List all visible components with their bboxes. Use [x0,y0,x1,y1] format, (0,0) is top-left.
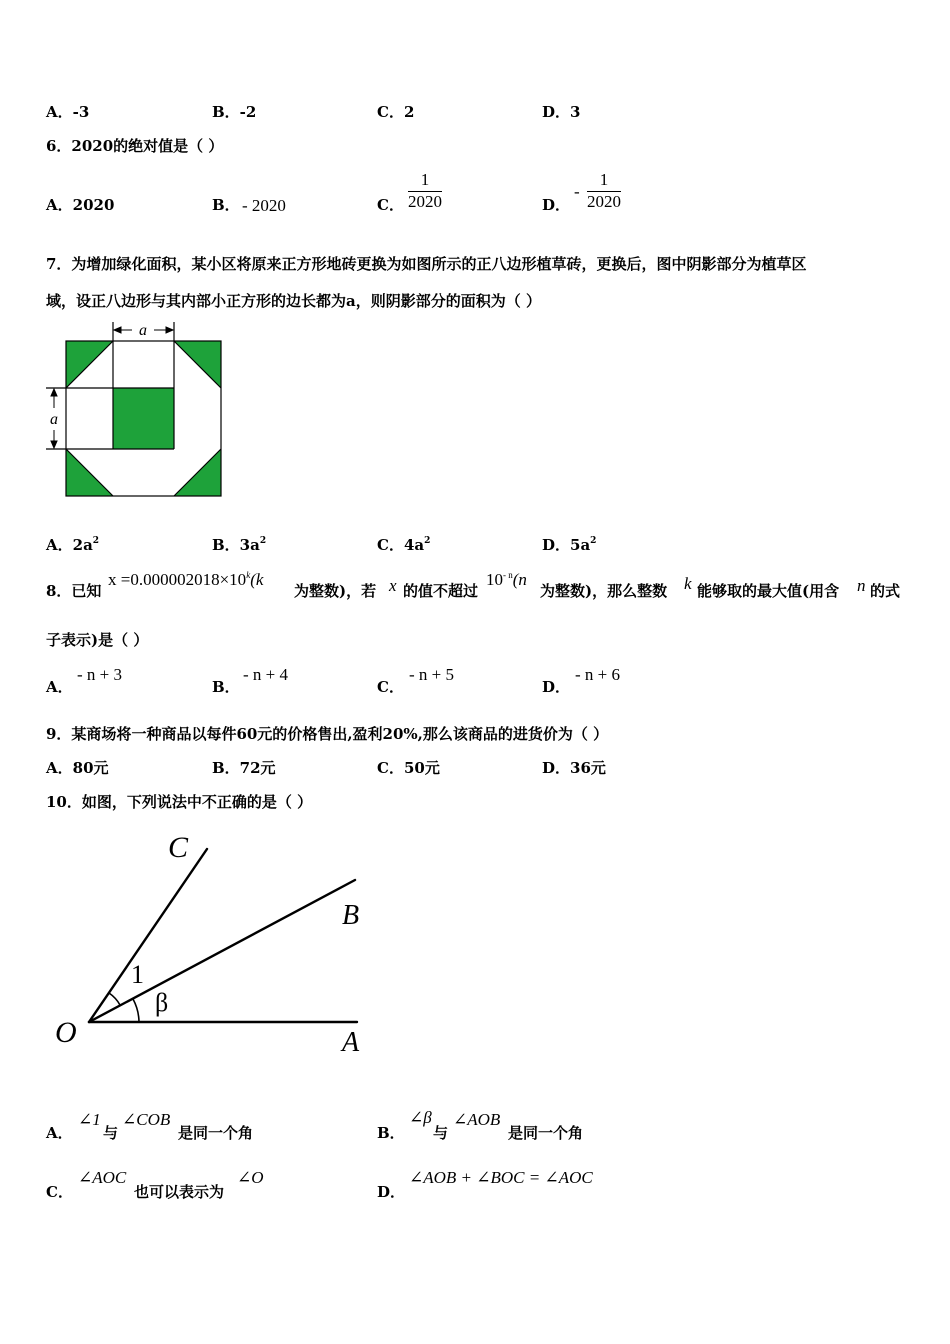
q6-option-d-fraction [587,171,621,211]
option-label: A．2a [46,536,93,554]
q9-option-c: C．50元 [377,759,440,777]
base: 10 [486,570,503,589]
q6-option-d-sign: - [574,182,580,201]
q8-option-d-expr: - n + 6 [575,665,620,684]
label-c: C [168,831,189,864]
q10-stem: 10．如图，下列说法中不正确的是（ ） [46,793,313,811]
tail: (k [250,570,264,589]
q10-option-a-math2: ∠COB [122,1110,171,1129]
q8-text-1: 8．已知 [46,582,102,600]
q6-option-c-label: C． [377,196,404,214]
q10-option-a-label: A． [46,1124,73,1142]
fraction-denominator: 2020 [408,192,442,211]
q10-option-d-math: ∠AOB + ∠BOC = ∠AOC [409,1168,593,1187]
q10-option-d-label: D． [377,1183,406,1201]
arc-angle-beta [133,999,139,1022]
q8-math-power [486,570,527,590]
q6-option-d-label: D． [542,196,571,214]
q5-option-c: C．2 [377,103,415,121]
q10-option-a-math1: ∠1 [78,1110,101,1129]
q10-option-c-text1: 也可以表示为 [134,1183,225,1201]
q7-octagon-figure [40,318,240,508]
q8-text-2: 为整数)，若 [294,582,377,600]
q5-option-b: B．-2 [212,103,257,121]
ray-ob [89,880,355,1022]
q10-option-c-math1: ∠AOC [78,1168,127,1187]
exponent: - n [503,570,513,580]
exponent: 2 [590,536,597,546]
q9-option-a: A．80元 [46,759,109,777]
q8-math-x: x [389,576,397,595]
q8-text-6: 的式 [870,582,901,600]
tail: (n [512,570,527,589]
q10-option-c-label: C． [46,1183,73,1201]
q7-option-b [212,536,266,554]
q10-angle-figure [45,825,375,1065]
label-a: A [342,1027,360,1058]
q9-option-b: B．72元 [212,759,276,777]
q8-text-3: 的值不超过 [403,582,479,600]
q8-option-a-expr: - n + 3 [77,665,122,684]
q7-stem-line1: 7．为增加绿化面积，某小区将原来正方形地砖更换为如图所示的正八边形植草砖，更换后，图中阴影部分为植草区 [46,255,807,273]
q10-option-a-text2: 是同一个角 [178,1124,254,1142]
q5-option-a: A．-3 [46,103,90,121]
q8-option-a-label: A． [46,678,73,696]
q10-option-b-label: B． [377,1124,405,1142]
q10-option-b-text2: 是同一个角 [508,1124,584,1142]
q7-option-d [542,536,596,554]
label-o: O [55,1016,77,1049]
q8-option-c-expr: - n + 5 [409,665,454,684]
q8-option-d-label: D． [542,678,571,696]
q8-math-x-expression [108,570,263,590]
q10-option-a-text1: 与 [103,1124,119,1142]
fraction-numerator: 1 [408,171,442,192]
q6-option-b-label: B． [212,196,240,214]
option-label: B．3a [212,536,260,554]
q8-stem-line2: 子表示)是（ ） [46,631,149,649]
q7-stem-line2: 域，设正八边形与其内部小正方形的边长都为a，则阴影部分的面积为（ ） [46,292,541,310]
q6-option-a: A．2020 [46,196,115,214]
dimension-top-label: a [139,322,147,339]
q9-option-d: D．36元 [542,759,606,777]
q6-stem: 6．2020的绝对值是（ ） [46,137,224,155]
q6-option-c-fraction [408,171,442,211]
exponent: k [246,570,251,580]
fraction-numerator: 1 [587,171,621,192]
q8-option-b-label: B． [212,678,240,696]
arc-angle-1 [109,993,120,1005]
option-label: D．5a [542,536,591,554]
q5-option-d: D．3 [542,103,581,121]
q8-option-c-label: C． [377,678,404,696]
label-angle-1: 1 [131,960,144,989]
q8-text-4: 为整数)，那么整数 [540,582,668,600]
ray-oc [89,849,207,1022]
fraction-denominator: 2020 [587,192,621,211]
q10-option-b-text1: 与 [433,1124,449,1142]
q10-option-b-math2: ∠AOB [453,1110,501,1129]
label-b: B [342,900,360,931]
q9-stem: 9．某商场将一种商品以每件60元的价格售出,盈利20%,那么该商品的进货价为（ ） [46,725,609,743]
q7-option-a [46,536,99,554]
dimension-left-label: a [50,411,58,428]
exponent: 2 [92,536,100,546]
q10-option-b-math1: ∠β [409,1108,432,1127]
center-square [113,388,174,449]
q6-option-b-value: - 2020 [242,196,286,215]
exponent: 2 [259,536,267,546]
q8-math-k: k [684,574,692,593]
q10-option-c-math2: ∠O [237,1168,264,1187]
q8-math-n: n [857,576,866,595]
exponent: 2 [424,536,431,546]
label-angle-beta: β [155,988,169,1017]
q7-option-c [377,536,430,554]
q8-option-b-expr: - n + 4 [243,665,288,684]
option-label: C．4a [377,536,425,554]
expr: x =0.000002018×10 [108,570,247,589]
q8-text-5: 能够取的最大值(用含 [697,582,840,600]
